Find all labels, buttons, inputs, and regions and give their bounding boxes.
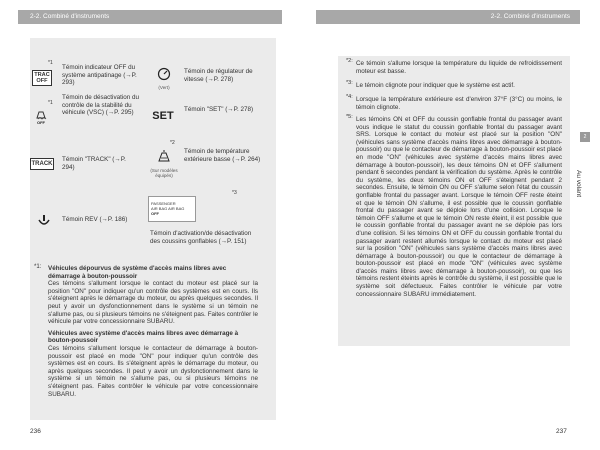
note-block1-title: Véhicules dépourvus de système d'accès mains libres avec démarrage à bouton-poussoir bbox=[48, 265, 227, 280]
note-block1-text: Ces témoins s'allument lorsque le contact du moteur est placé sur la position "ON" pour indiquer qu'un contrôle des systèmes est en cours. Ils s'éteignent après le démarrage du moteur, ou après quelques secondes. Il peut y avoir un dysfonctionnement dans le système si un témoin ne s'allume pas, ou si plusieurs témoins ne s'éteignent pas. Faites contrôler le véhicule par votre concessionnaire SUBARU. bbox=[48, 280, 258, 326]
track-text: Témoin "TRACK" (→P. 294) bbox=[62, 156, 126, 171]
vsc-text: Témoin de désactivation du contrôle de la stabilité du véhicule (VSC) (→P. 295) bbox=[62, 94, 140, 117]
note-marker: *1: bbox=[34, 264, 42, 270]
cruise-note: (Vert) bbox=[158, 85, 170, 90]
vsc-off-icon: OFF bbox=[32, 108, 50, 126]
header-title-left: 2-2. Combiné d'instruments bbox=[30, 13, 110, 20]
note-text: Les témoins ON et OFF du coussin gonflable frontal du passager avant vous indique le statut du coussin gonflable frontal du passager avant SRS. Lorsque le contact du moteur est placé sur la position "ON" (véhicules sans système d'accès mains libres avec démarrage à bouton-poussoir) ou que le contacteur de démarrage à bouton-poussoir est placé en mode "ON" (véhicules avec système d'accès mains libres avec démarrage à bouton-poussoir), les deux témoins ON et OFF s'allument pendant 6 secondes pendant la vérification du système. Après le contrôle du système, les deux témoins ON et OFF s'éteignent pendant 2 secondes. Ensuite, le témoin ON ou OFF s'allume selon l'état du coussin gonflable frontal du passager avant. Lorsque le témoin OFF reste éteint et que le témoin ON s'allume, il est possible que le coussin gonflable frontal du passager avant se déploie lors d'une collision. Lorsque le témoin OFF s'allume et que le témoin ON reste éteint, il est possible que le coussin gonflable frontal du passager avant ne se déploie pas lors d'une collision. Si les témoins ON et OFF du coussin gonflable frontal du passager avant restent allumés lorsque le contact du moteur est placé sur la position "ON" (véhicules sans système d'accès mains libres avec démarrage à bouton-poussoir) ou que le contacteur de démarrage à bouton-poussoir est placé en mode "ON" (véhicules avec système d'accès mains libres avec démarrage à bouton-poussoir), ou que les témoins restent éteints après le contrôle du système, il est possible que le système soit défectueux. Faites contrôler le véhicule par votre concessionnaire SUBARU immédiatement. bbox=[356, 116, 562, 298]
set-icon: SET bbox=[152, 110, 174, 122]
passenger-airbag-icon: PASSENGER AIR BAG AIR BAG OFF bbox=[148, 196, 196, 222]
rev-icon bbox=[36, 213, 52, 227]
note-block2-text: Ces témoins s'allument lorsque le contacteur de démarrage à bouton-poussoir est placé en mode "ON" pour indiquer qu'un contrôle des systèmes est en cours. Ils s'éteignent après le démarrage du moteur, ou après quelques secondes. Il peut y avoir un dysfonctionnement dans le système si un témoin ne s'allume pas, ou si plusieurs témoins ne s'éteignent pas. Faites contrôler le véhicule par votre concessionnaire SUBARU. bbox=[48, 344, 258, 398]
page-number-left: 236 bbox=[30, 428, 41, 435]
note-marker: *2: bbox=[346, 58, 353, 64]
marker: *3 bbox=[232, 190, 237, 196]
section-label: Au volant bbox=[575, 170, 582, 198]
note-marker: *5: bbox=[346, 114, 353, 120]
rev-text: Témoin REV (→P. 186) bbox=[62, 216, 128, 223]
note-text: Ce témoin s'allume lorsque la température du liquide de refroidissement moteur est basse. bbox=[356, 60, 562, 75]
note-marker: *4: bbox=[346, 94, 353, 100]
cruise-text: Témoin de régulateur de vitesse (→P. 278) bbox=[184, 68, 253, 83]
section-tab: 2 bbox=[580, 132, 590, 142]
trac-off-icon: TRAC OFF bbox=[32, 70, 52, 86]
track-icon: TRACK bbox=[30, 158, 54, 170]
temp-warning-icon bbox=[156, 148, 172, 164]
set-text: Témoin "SET" (→P. 278) bbox=[184, 106, 254, 113]
trac-off-text: Témoin indicateur OFF du système antipatinage (→P. 293) bbox=[62, 64, 137, 87]
note-marker: *3: bbox=[346, 80, 353, 86]
marker: *1 bbox=[48, 60, 53, 66]
cruise-icon bbox=[156, 66, 172, 82]
marker: *2 bbox=[170, 140, 175, 146]
note-block2-title: Véhicules avec système d'accès mains libres avec démarrage à bouton-poussoir bbox=[48, 329, 239, 345]
note-text: Le témoin clignote pour indiquer que le système est actif. bbox=[356, 82, 515, 89]
header-title-right: 2-2. Combiné d'instruments bbox=[490, 13, 570, 20]
temp-note: (Sur modèles équipés) bbox=[150, 168, 178, 179]
marker: *1 bbox=[48, 100, 53, 106]
note-block bbox=[48, 265, 258, 398]
temp-text: Témoin de température extérieure basse (→P. 264) bbox=[184, 148, 261, 163]
note-text: Lorsque la température extérieure est d'environ 37°F (3°C) ou moins, le témoin clignote. bbox=[356, 96, 562, 111]
airbag-text: Témoin d'activation/de désactivation des coussins gonflables (→P. 151) bbox=[150, 230, 252, 245]
page-number-right: 237 bbox=[556, 428, 567, 435]
